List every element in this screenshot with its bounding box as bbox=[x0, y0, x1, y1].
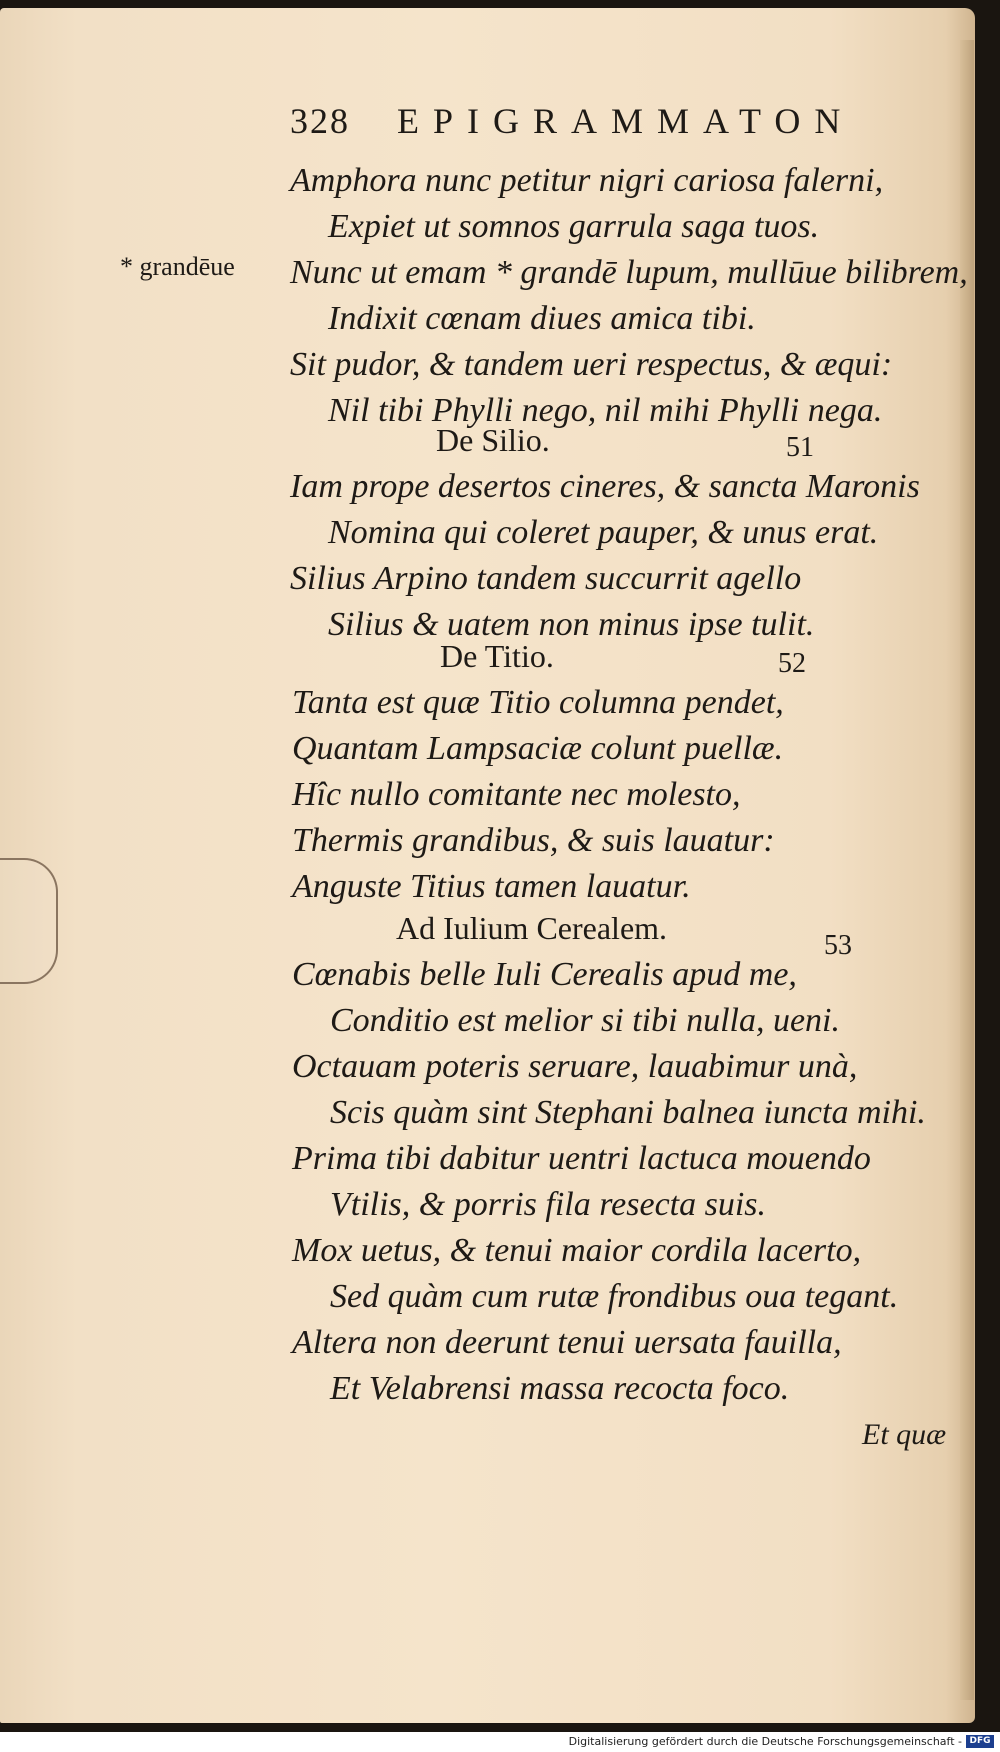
epigram-number: 53 bbox=[824, 930, 852, 961]
verse-line: Sed quàm cum rutæ frondibus oua tegant. bbox=[330, 1278, 899, 1315]
verse-line: Conditio est melior si tibi nulla, ueni. bbox=[330, 1002, 840, 1039]
verse-line: Nunc ut emam * grandē lupum, mullūue bilibrem, bbox=[290, 254, 968, 291]
margin-note: * grandēue bbox=[120, 252, 235, 281]
verse-line: Amphora nunc petitur nigri cariosa falerni, bbox=[290, 162, 884, 199]
epigram-number: 51 bbox=[786, 432, 814, 463]
verse-line: Prima tibi dabitur uentri lactuca mouendo bbox=[292, 1140, 871, 1177]
verse-line: Cœnabis belle Iuli Cerealis apud me, bbox=[292, 956, 797, 993]
verse-line: Expiet ut somnos garrula saga tuos. bbox=[328, 208, 820, 245]
verse-line: Thermis grandibus, & suis lauatur: bbox=[292, 822, 775, 859]
verse-line: Et Velabrensi massa recocta foco. bbox=[330, 1370, 790, 1407]
verse-line: Anguste Titius tamen lauatur. bbox=[292, 868, 691, 905]
verse-line: Silius & uatem non minus ipse tulit. bbox=[328, 606, 815, 643]
verse-line: Nil tibi Phylli nego, nil mihi Phylli nega. bbox=[328, 392, 883, 429]
verse-line: Quantam Lampsaciæ colunt puellæ. bbox=[292, 730, 784, 767]
verse-line: Scis quàm sint Stephani balnea iuncta mihi. bbox=[330, 1094, 926, 1131]
verse-line: Silius Arpino tandem succurrit agello bbox=[290, 560, 802, 597]
page-tab-marker bbox=[0, 858, 58, 984]
verse-line: Vtilis, & porris fila resecta suis. bbox=[330, 1186, 767, 1223]
digitization-credit: Digitalisierung gefördert durch die Deutsche Forschungsgemeinschaft - bbox=[568, 1735, 962, 1748]
page-number: 328 bbox=[290, 101, 350, 141]
epigram-heading: De Silio. bbox=[436, 422, 550, 458]
catchword: Et quæ bbox=[862, 1418, 947, 1451]
epigram-heading: Ad Iulium Cerealem. bbox=[396, 910, 668, 946]
verse-line: Tanta est quæ Titio columna pendet, bbox=[292, 684, 784, 721]
verse-line: Sit pudor, & tandem ueri respectus, & æqui: bbox=[290, 346, 893, 383]
verse-line: Nomina qui coleret pauper, & unus erat. bbox=[328, 514, 879, 551]
verse-line: Iam prope desertos cineres, & sancta Maronis bbox=[290, 468, 920, 505]
dfg-logo: DFG bbox=[966, 1735, 994, 1748]
verse-line: Mox uetus, & tenui maior cordila lacerto, bbox=[292, 1232, 862, 1269]
verse-line: Hîc nullo comitante nec molesto, bbox=[292, 776, 741, 813]
running-header bbox=[290, 100, 854, 142]
epigram-heading: De Titio. bbox=[440, 638, 554, 674]
running-title: EPIGRAMMATON bbox=[397, 101, 855, 141]
epigram-number: 52 bbox=[778, 648, 806, 679]
verse-line: Altera non deerunt tenui uersata fauilla, bbox=[292, 1324, 842, 1361]
verse-line: Indixit cœnam diues amica tibi. bbox=[328, 300, 756, 337]
verse-line: Octauam poteris seruare, lauabimur unà, bbox=[292, 1048, 858, 1085]
